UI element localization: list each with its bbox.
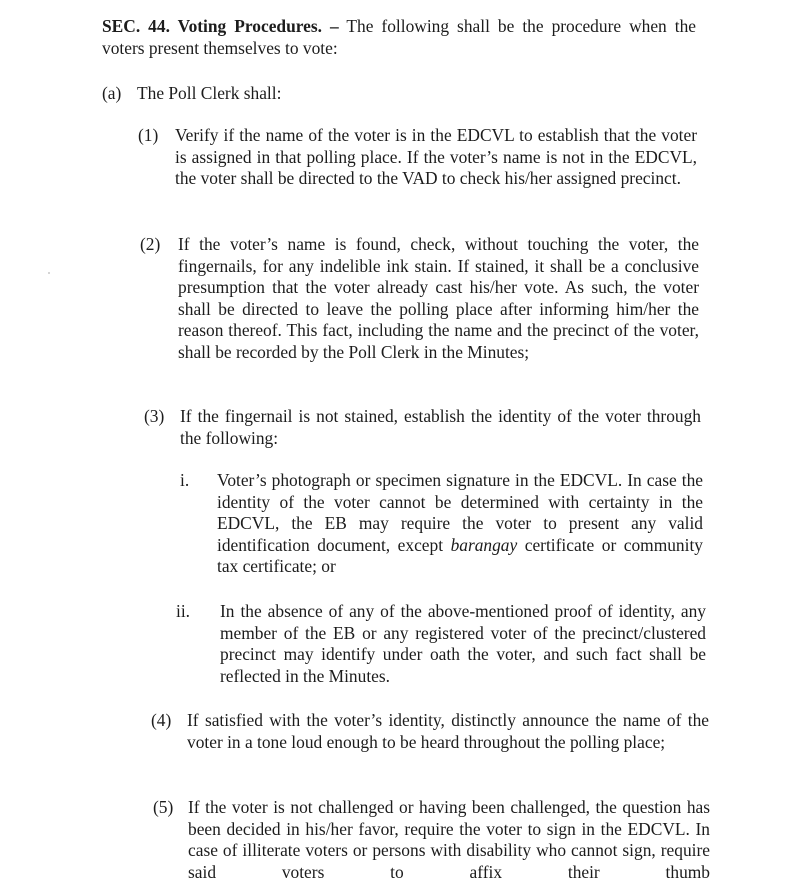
- list-item-text: If the fingernail is not stained, establish the identity of the voter through the following:: [180, 406, 701, 448]
- sub-item-text-before: Voter’s photograph or specimen signature in the EDCVL. In case the identity of the voter cannot be determined with certainty in the EDCVL, the EB may require the voter to present any valid identification document, except: [217, 470, 703, 555]
- list-item-number: (2): [140, 234, 161, 254]
- list-item-text: If the voter is not challenged or having been challenged, the question has been decided in his/her favor, require the voter to sign in the EDCVL. In case of illiterate voters or persons with disability who cannot sign, require said voters to affix their thumb: [188, 797, 710, 882]
- sub-item-text-after: certificate or community tax certificate; or: [217, 534, 703, 577]
- list-item-number: (4): [151, 710, 172, 730]
- sub-item-number: i.: [180, 470, 190, 490]
- paragraph-a: [102, 83, 502, 105]
- paragraph-a-text: The Poll Clerk shall:: [137, 83, 282, 103]
- list-item-text: If the voter’s name is found, check, without touching the voter, the fingernails, for any indelible ink stain. If stained, it shall be a conclusive presumption that the voter already cast his/her vote. As such, the voter shall be directed to leave the polling place after informing him/her the reason thereof. This fact, including the name and the precinct of the voter, shall be recorded by the Poll Clerk in the Minutes;: [178, 234, 699, 362]
- sub-item-text-italic: barangay: [450, 534, 518, 555]
- section-heading: [102, 16, 696, 59]
- paragraph-a-label: (a): [102, 83, 122, 103]
- list-item-text: If satisfied with the voter’s identity, distinctly announce the name of the voter in a tone loud enough to be heard throughout the polling place;: [187, 710, 709, 752]
- sub-item-text: In the absence of any of the above-mentioned proof of identity, any member of the EB or any registered voter of the precinct/clustered precinct may identify under oath the voter, and such fact shall be reflected in the Minutes.: [220, 601, 706, 686]
- list-item-number: (3): [144, 406, 165, 426]
- list-item-number: (5): [153, 797, 174, 817]
- list-item-text: Verify if the name of the voter is in the EDCVL to establish that the voter is assigned in that polling place. If the voter’s name is not in the EDCVL, the voter shall be directed to the VAD to check his/her assigned precinct.: [175, 125, 697, 189]
- sub-item-text: [217, 470, 703, 578]
- section-title: SEC. 44. Voting Procedures. –: [102, 16, 339, 36]
- scan-speck: [48, 272, 50, 274]
- section-intro: The following shall be the procedure when the voters present themselves to vote:: [102, 16, 697, 58]
- list-item-number: (1): [138, 125, 159, 145]
- sub-item-number: ii.: [176, 601, 191, 621]
